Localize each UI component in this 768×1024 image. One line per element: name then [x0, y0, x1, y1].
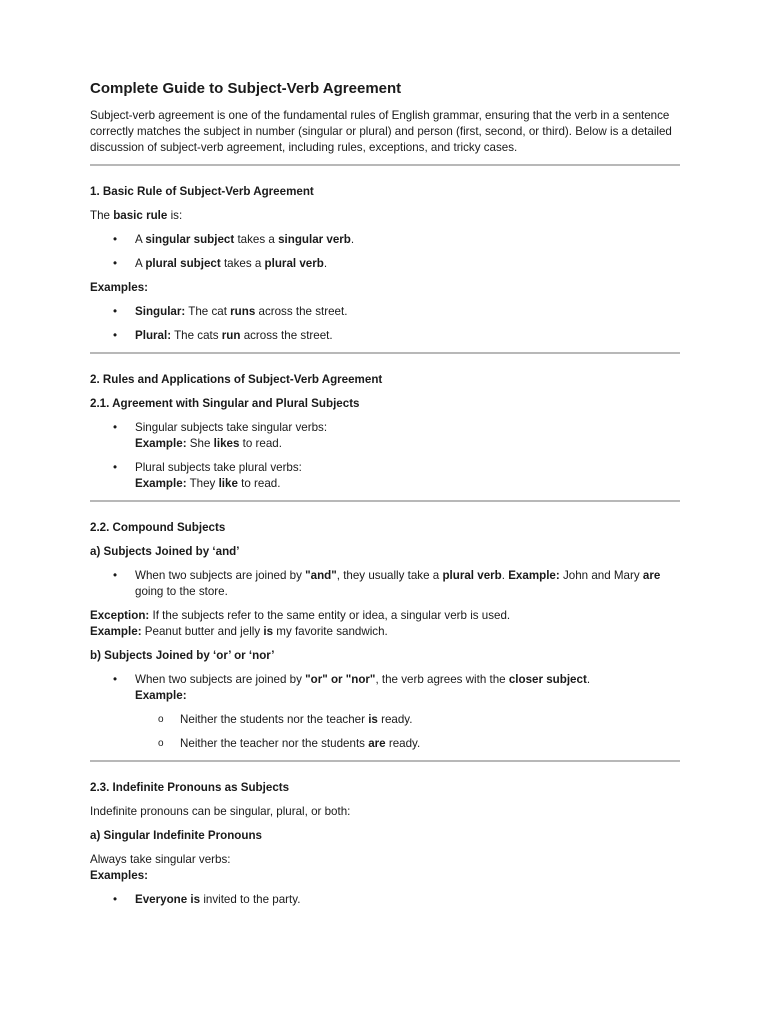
bold-text: like: [218, 477, 238, 490]
list-item: [90, 420, 680, 452]
bold-text: are: [642, 569, 661, 582]
bold-text: Everyone is: [135, 893, 201, 906]
bold-text: Plural:: [135, 329, 172, 342]
text: .: [501, 569, 509, 582]
list-item: [90, 328, 680, 344]
text: They: [186, 477, 219, 490]
text: If the subjects refer to the same entity or idea, a singular verb is used.: [149, 609, 511, 622]
text: Singular subjects take singular verbs:: [135, 421, 328, 434]
bold-text: Examples:: [90, 281, 148, 294]
text: ready.: [385, 737, 421, 750]
text: my favorite sandwich.: [273, 625, 388, 638]
basic-rule-line: [90, 208, 680, 224]
text: .: [586, 673, 591, 686]
section-divider: [90, 164, 680, 166]
text: invited to the party.: [200, 893, 301, 906]
examples-label: [90, 280, 680, 296]
bold-text: basic rule: [113, 209, 168, 222]
text: Always take singular verbs:: [90, 853, 231, 866]
text: is:: [167, 209, 183, 222]
text: A: [135, 233, 146, 246]
intro-paragraph: Subject-verb agreement is one of the fundamental rules of English grammar, ensuring that the verb in a sentence correctly matches the subject in number (singular or plural) and person (first, second, or third). Below is a detailed discussion of subject-verb agreement, including rules, exceptions, and tricky cases.: [90, 109, 672, 154]
text: takes a: [234, 233, 279, 246]
text: The cats: [171, 329, 222, 342]
exception-paragraph: [90, 608, 680, 640]
bold-text: are: [368, 737, 386, 750]
document-title: Complete Guide to Subject-Verb Agreement: [90, 80, 402, 97]
text: The: [90, 209, 114, 222]
bold-text: Examples:: [90, 869, 148, 882]
bold-text: likes: [213, 437, 240, 450]
or-nor-list: [90, 672, 680, 752]
bold-text: Exception:: [90, 609, 150, 622]
section-divider: [90, 500, 680, 502]
text: going to the store.: [135, 585, 228, 598]
singular-pronouns-paragraph: [90, 852, 680, 884]
singular-plural-list: [90, 420, 680, 492]
section-2-3-heading: 2.3. Indefinite Pronouns as Subjects: [90, 781, 290, 794]
document-body: [90, 80, 680, 916]
bold-text: Singular:: [135, 305, 186, 318]
section-2-heading: 2. Rules and Applications of Subject-Verb Agreement: [90, 373, 383, 386]
list-item: [90, 304, 680, 320]
pronouns-intro: Indefinite pronouns can be singular, plural, or both:: [90, 805, 351, 818]
list-item: [90, 232, 680, 248]
section-1-heading: 1. Basic Rule of Subject-Verb Agreement: [90, 185, 314, 198]
section-2-2-heading: 2.2. Compound Subjects: [90, 521, 226, 534]
subsection-and-heading: a) Subjects Joined by ‘and’: [90, 545, 240, 558]
section-2-1-heading: 2.1. Agreement with Singular and Plural Subjects: [90, 397, 360, 410]
or-nor-examples-list: [135, 712, 680, 752]
section-divider: [90, 352, 680, 354]
text: , the verb agrees with the: [375, 673, 509, 686]
text: takes a: [220, 257, 265, 270]
text: The cat: [185, 305, 231, 318]
text: A: [135, 257, 146, 270]
bold-text: plural verb: [442, 569, 502, 582]
bold-text: Example:: [508, 569, 560, 582]
bold-text: plural verb: [264, 257, 324, 270]
text: to read.: [237, 477, 281, 490]
list-item: [90, 460, 680, 492]
and-list: [90, 568, 680, 600]
bold-text: singular verb: [278, 233, 351, 246]
text: .: [350, 233, 355, 246]
bold-text: Example:: [90, 625, 142, 638]
list-item: [90, 568, 680, 600]
bold-text: Example:: [135, 689, 187, 702]
section-divider: [90, 760, 680, 762]
text: to read.: [239, 437, 282, 450]
bold-text: "and": [305, 569, 337, 582]
bold-text: is: [263, 625, 274, 638]
text: across the street.: [240, 329, 333, 342]
list-item: [90, 256, 680, 272]
text: Neither the teacher nor the students: [180, 737, 369, 750]
bold-text: Example:: [135, 477, 187, 490]
text: .: [323, 257, 328, 270]
bold-text: closer subject: [508, 673, 587, 686]
text: She: [186, 437, 214, 450]
text: Neither the students nor the teacher: [180, 713, 369, 726]
pronoun-examples-list: [90, 892, 680, 908]
text: , they usually take a: [336, 569, 443, 582]
bold-text: "or" or "nor": [305, 673, 376, 686]
text: across the street.: [255, 305, 348, 318]
list-item: [90, 672, 680, 752]
bold-text: plural subject: [145, 257, 221, 270]
list-item: [135, 712, 680, 728]
text: ready.: [377, 713, 413, 726]
bold-text: singular subject: [145, 233, 235, 246]
text: Peanut butter and jelly: [141, 625, 264, 638]
basic-rules-list: [90, 232, 680, 272]
bold-text: Example:: [135, 437, 187, 450]
bold-text: run: [221, 329, 241, 342]
subsection-singular-pronouns-heading: a) Singular Indefinite Pronouns: [90, 829, 262, 842]
text: John and Mary: [559, 569, 643, 582]
text: Plural subjects take plural verbs:: [135, 461, 302, 474]
subsection-or-nor-heading: b) Subjects Joined by ‘or’ or ‘nor’: [90, 649, 275, 662]
list-item: [90, 892, 680, 908]
examples-list: [90, 304, 680, 344]
bold-text: is: [368, 713, 378, 726]
list-item: [135, 736, 680, 752]
bold-text: runs: [230, 305, 256, 318]
text: When two subjects are joined by: [135, 569, 306, 582]
text: When two subjects are joined by: [135, 673, 306, 686]
